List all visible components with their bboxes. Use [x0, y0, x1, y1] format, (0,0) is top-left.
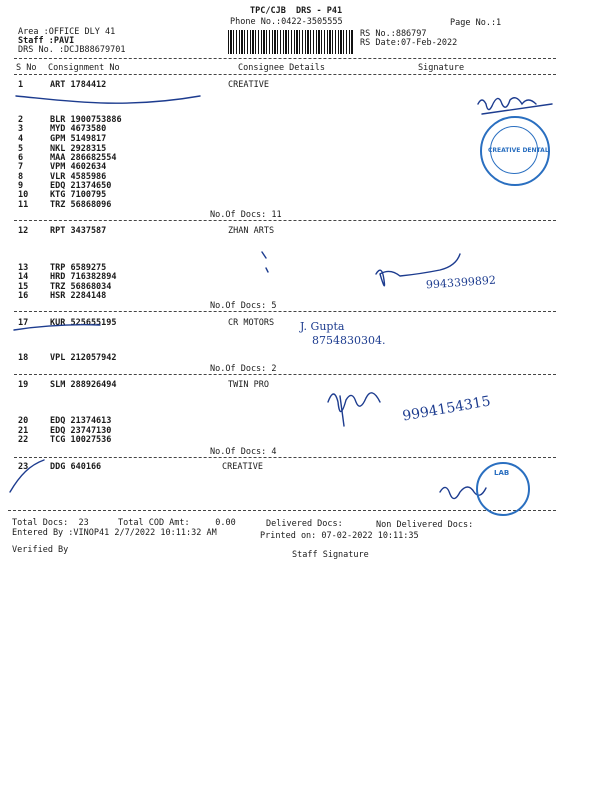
handwritten-name: J. Gupta — [300, 320, 345, 333]
docs-count: No.Of Docs: 4 — [210, 447, 277, 457]
row-sno: 17 — [18, 318, 29, 328]
row-consignment: GPM 5149817 — [50, 134, 107, 144]
handwritten-phone: 8754830304. — [312, 334, 386, 347]
consignee-name: CREATIVE — [228, 80, 269, 90]
row-consignment: EDQ 21374650 — [50, 181, 112, 191]
row-consignment: NKL 2928315 — [50, 144, 107, 154]
row-sno: 22 — [18, 435, 29, 445]
printed-on: Printed on: 07-02-2022 10:11:35 — [260, 531, 419, 541]
row-consignment: KUR 525655195 — [50, 318, 117, 328]
row-consignment: RPT 3437587 — [50, 226, 107, 236]
row-sno: 13 — [18, 263, 29, 273]
row-consignment: DDG 640166 — [50, 462, 102, 472]
row-sno: 23 — [18, 462, 29, 472]
consignee-name: CREATIVE — [222, 462, 263, 472]
drs-number: DRS No. :DCJB88679701 — [18, 45, 126, 55]
consignee-name: ZHAN ARTS — [228, 226, 275, 236]
rs-date: RS Date:07-Feb-2022 — [360, 38, 458, 48]
row-consignment: HSR 2284148 — [50, 291, 107, 301]
row-consignment: MAA 286682554 — [50, 153, 117, 163]
row-consignment: TRZ 56868096 — [50, 200, 112, 210]
row-sno: 1 — [18, 80, 24, 90]
non-delivered-docs: Non Delivered Docs: — [376, 520, 474, 530]
row-sno: 8 — [18, 172, 24, 182]
consignee-name: CR MOTORS — [228, 318, 275, 328]
row-sno: 20 — [18, 416, 29, 426]
area-label: Area :OFFICE DLY 41 — [18, 27, 116, 37]
docs-count: No.Of Docs: 5 — [210, 301, 277, 311]
row-consignment: MYD 4673580 — [50, 124, 107, 134]
row-sno: 9 — [18, 181, 24, 191]
row-consignment: TRP 6589275 — [50, 263, 107, 273]
row-consignment: TCG 10027536 — [50, 435, 112, 445]
col-signature: Signature — [418, 63, 465, 73]
row-sno: 11 — [18, 200, 29, 210]
staff-signature: Staff Signature — [292, 550, 369, 560]
entered-by: Entered By :VINOP41 2/7/2022 10:11:32 AM — [12, 528, 217, 538]
row-sno: 21 — [18, 426, 29, 436]
row-sno: 4 — [18, 134, 24, 144]
row-sno: 2 — [18, 115, 24, 125]
row-sno: 19 — [18, 380, 29, 390]
total-docs: Total Docs: 23 — [12, 518, 89, 528]
docs-count: No.Of Docs: 2 — [210, 364, 277, 374]
row-sno: 10 — [18, 190, 29, 200]
handwritten-phone: 9994154315 — [401, 393, 492, 425]
row-sno: 15 — [18, 282, 29, 292]
row-consignment: VPM 4602634 — [50, 162, 107, 172]
row-sno: 3 — [18, 124, 24, 134]
rs-number: RS No.:886797 — [360, 29, 427, 39]
stamp-text: CREATIVE DENTAL — [488, 147, 549, 154]
total-cod: Total COD Amt: 0.00 — [118, 518, 236, 528]
row-consignment: VPL 212057942 — [50, 353, 117, 363]
row-consignment: BLR 1900753886 — [50, 115, 122, 125]
row-consignment: KTG 7100795 — [50, 190, 107, 200]
company-stamp — [476, 462, 530, 516]
col-consignee: Consignee Details — [238, 63, 325, 73]
phone-number: Phone No.:0422-3505555 — [230, 17, 343, 27]
col-sno: S No — [16, 63, 37, 73]
row-sno: 12 — [18, 226, 29, 236]
row-consignment: EDQ 23747130 — [50, 426, 112, 436]
document-title: TPC/CJB DRS - P41 — [250, 6, 343, 16]
row-consignment: TRZ 56868034 — [50, 282, 112, 292]
row-consignment: ART 1784412 — [50, 80, 107, 90]
row-consignment: VLR 4585986 — [50, 172, 107, 182]
row-sno: 7 — [18, 162, 24, 172]
verified-by: Verified By — [12, 545, 69, 555]
stamp-text: LAB — [494, 469, 510, 477]
staff-label: Staff :PAVI — [18, 36, 75, 46]
delivered-docs: Delivered Docs: — [266, 519, 343, 529]
docs-count: No.Of Docs: 11 — [210, 210, 282, 220]
row-consignment: HRD 716382894 — [50, 272, 117, 282]
row-sno: 18 — [18, 353, 29, 363]
company-stamp — [480, 116, 550, 186]
handwritten-phone: 9943399892 — [425, 273, 497, 292]
row-sno: 16 — [18, 291, 29, 301]
row-consignment: SLM 288926494 — [50, 380, 117, 390]
row-sno: 6 — [18, 153, 24, 163]
col-consignment: Consignment No — [48, 63, 120, 73]
row-sno: 14 — [18, 272, 29, 282]
row-sno: 5 — [18, 144, 24, 154]
row-consignment: EDQ 21374613 — [50, 416, 112, 426]
consignee-name: TWIN PRO — [228, 380, 269, 390]
page-number: Page No.:1 — [450, 18, 502, 28]
